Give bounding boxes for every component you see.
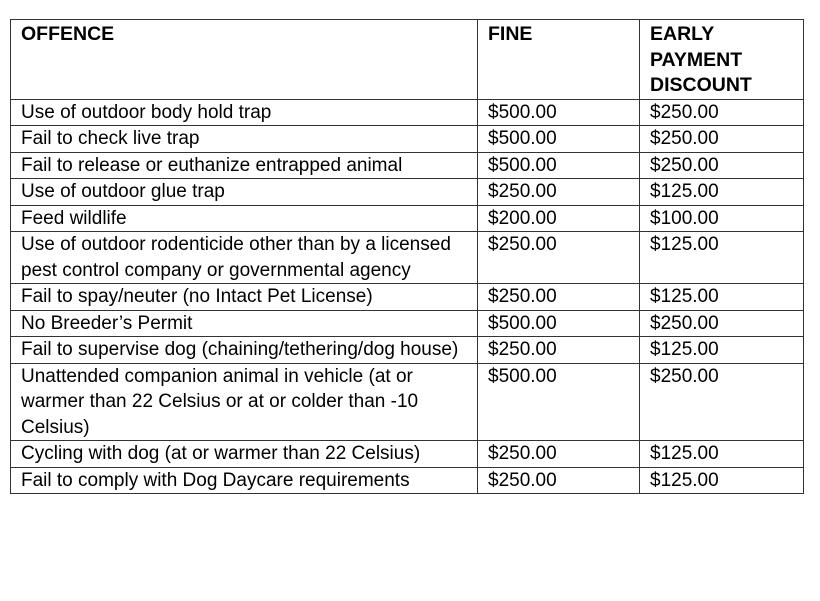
discount-cell: $125.00 <box>640 232 804 284</box>
offence-cell: No Breeder’s Permit <box>11 310 478 337</box>
table-row <box>11 179 804 206</box>
table-row <box>11 363 804 441</box>
offence-cell: Use of outdoor rodenticide other than by a licensed pest control company or governmental agency <box>11 232 478 284</box>
fine-cell: $500.00 <box>478 363 640 441</box>
discount-cell: $250.00 <box>640 126 804 153</box>
table-row <box>11 441 804 468</box>
table-row <box>11 99 804 126</box>
fine-cell: $250.00 <box>478 232 640 284</box>
header-offence: OFFENCE <box>11 20 478 100</box>
fine-cell: $250.00 <box>478 441 640 468</box>
table-row <box>11 152 804 179</box>
discount-cell: $125.00 <box>640 467 804 494</box>
discount-cell: $250.00 <box>640 363 804 441</box>
offence-cell: Cycling with dog (at or warmer than 22 Celsius) <box>11 441 478 468</box>
discount-cell: $125.00 <box>640 441 804 468</box>
offence-cell: Use of outdoor body hold trap <box>11 99 478 126</box>
table-row <box>11 310 804 337</box>
fine-cell: $250.00 <box>478 337 640 364</box>
table-body <box>11 99 804 494</box>
discount-cell: $250.00 <box>640 99 804 126</box>
discount-cell: $250.00 <box>640 310 804 337</box>
table-header-row <box>11 20 804 100</box>
fine-cell: $250.00 <box>478 179 640 206</box>
discount-cell: $125.00 <box>640 179 804 206</box>
fine-cell: $250.00 <box>478 467 640 494</box>
offence-cell: Fail to comply with Dog Daycare requirements <box>11 467 478 494</box>
offence-cell: Unattended companion animal in vehicle (at or warmer than 22 Celsius or at or colder than -10 Celsius) <box>11 363 478 441</box>
table-row <box>11 126 804 153</box>
table-row <box>11 337 804 364</box>
fines-table <box>10 19 804 494</box>
header-fine: FINE <box>478 20 640 100</box>
table-row <box>11 284 804 311</box>
table-row <box>11 205 804 232</box>
offence-cell: Fail to release or euthanize entrapped animal <box>11 152 478 179</box>
fine-cell: $500.00 <box>478 126 640 153</box>
discount-cell: $250.00 <box>640 152 804 179</box>
offence-cell: Fail to supervise dog (chaining/tethering/dog house) <box>11 337 478 364</box>
discount-cell: $125.00 <box>640 284 804 311</box>
offence-cell: Fail to check live trap <box>11 126 478 153</box>
discount-cell: $125.00 <box>640 337 804 364</box>
table-row <box>11 467 804 494</box>
fine-cell: $250.00 <box>478 284 640 311</box>
offence-cell: Fail to spay/neuter (no Intact Pet License) <box>11 284 478 311</box>
fine-cell: $500.00 <box>478 99 640 126</box>
fine-cell: $500.00 <box>478 152 640 179</box>
offence-cell: Use of outdoor glue trap <box>11 179 478 206</box>
offence-cell: Feed wildlife <box>11 205 478 232</box>
fine-cell: $200.00 <box>478 205 640 232</box>
discount-cell: $100.00 <box>640 205 804 232</box>
fine-cell: $500.00 <box>478 310 640 337</box>
table-row <box>11 232 804 284</box>
header-early-payment-discount: EARLY PAYMENT DISCOUNT <box>640 20 804 100</box>
